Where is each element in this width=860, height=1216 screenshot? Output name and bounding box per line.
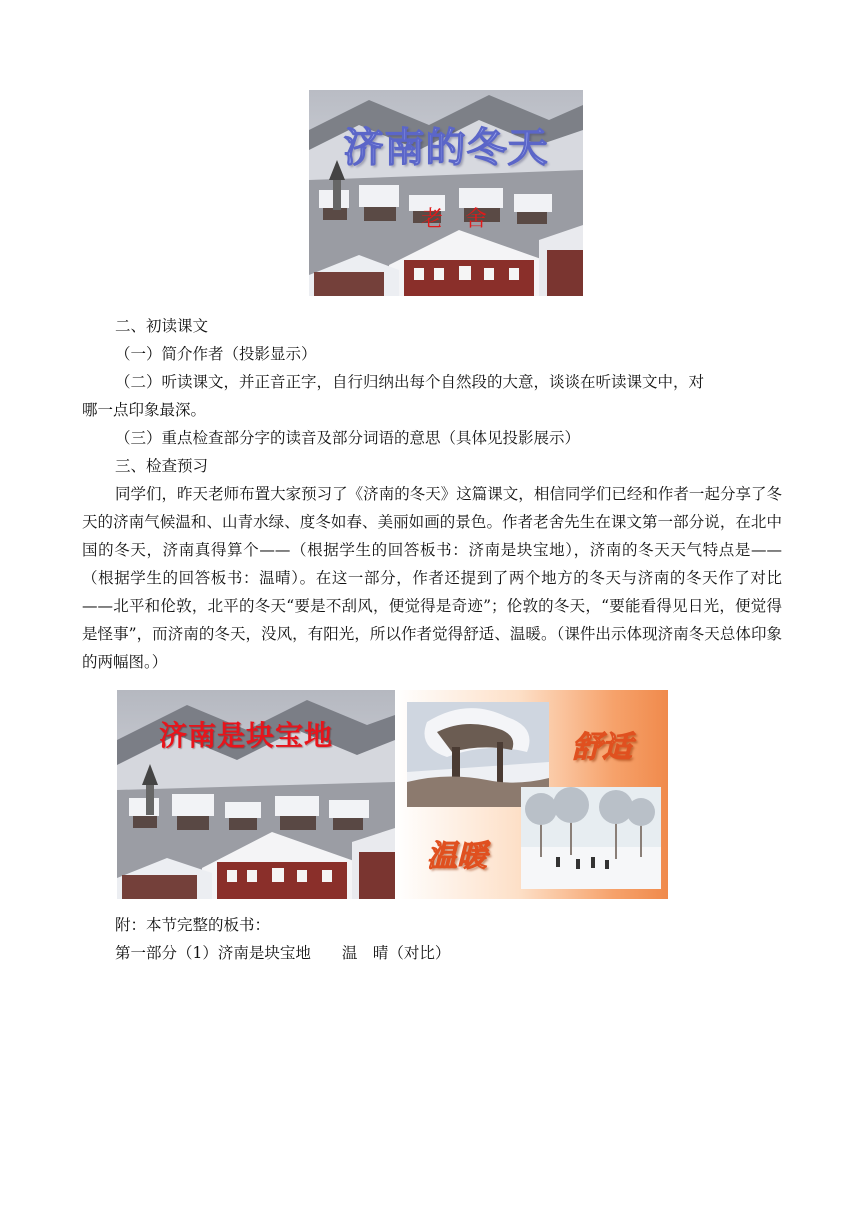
section-item-1: （一）简介作者（投影显示）	[115, 345, 317, 363]
section-item-2-line1: （二）听读课文，并正音正字，自行归纳出每个自然段的大意，谈谈在听读课文中，对	[115, 373, 705, 391]
section-heading-2: 二、初读课文	[115, 317, 209, 335]
section-item-3: （三）重点检查部分字的读音及部分词语的意思（具体见投影展示）	[115, 429, 581, 447]
appendix-line-1: 第一部分（1）济南是块宝地 温 晴（对比）	[115, 944, 451, 962]
section-heading-3: 三、检查预习	[115, 457, 209, 475]
appendix-label: 附：本节完整的板书：	[115, 916, 271, 934]
winter-lake-photo	[521, 787, 661, 889]
section-item-2-line2: 哪一点印象最深。	[82, 401, 207, 419]
lesson-body	[82, 312, 782, 676]
comfort-caption: 舒适	[572, 730, 632, 765]
section-paragraph: 同学们，昨天老师布置大家预习了《济南的冬天》这篇课文，相信同学们已经和作者一起分享了冬天的济南气候温和、山青水绿、度冬如春、美丽如画的景色。作者老舍先生在课文第一部分说，在北中国的冬天，济南真得算个——（根据学生的回答板书：济南是块宝地），济南的冬天天气特点是——（根据学生的回答板书：温晴）。在这一部分，作者还提到了两个地方的冬天与济南的冬天作了对比——北平和伦敦，北平的冬天“要是不刮风，便觉得是奇迹”；伦敦的冬天，“要能看得见日光，便觉得是怪事”，而济南的冬天，没风，有阳光，所以作者觉得舒适、温暖。（课件出示体现济南冬天总体印象的两幅图。）	[82, 485, 782, 671]
title-slide-image	[309, 90, 583, 296]
treasure-land-caption: 济南是块宝地	[159, 719, 334, 752]
treasure-land-image	[117, 690, 395, 899]
comfort-warm-image	[395, 690, 668, 899]
slide-author: 老舍	[421, 207, 510, 232]
slide-title: 济南的冬天	[343, 124, 549, 171]
appendix-block	[82, 911, 782, 967]
warm-caption: 温暖	[427, 839, 487, 874]
